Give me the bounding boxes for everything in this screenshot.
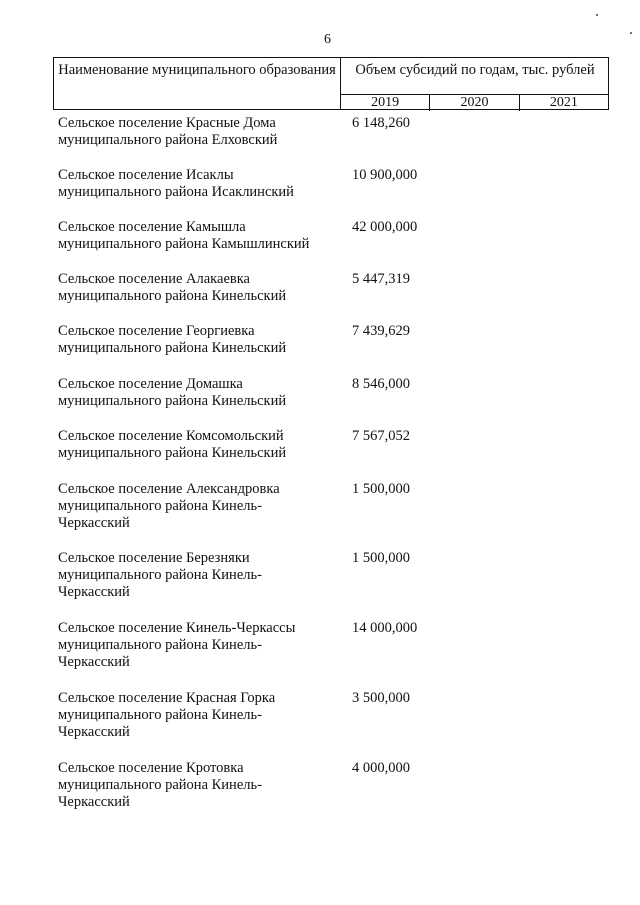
entry-value-2019: 7 567,052: [352, 428, 410, 444]
entry-name-line: муниципального района Кинельский: [58, 445, 287, 461]
entry-value-2019: 42 000,000: [352, 219, 418, 235]
entry-name: [58, 271, 333, 305]
entry-name-line: Сельское поселение Камышла: [58, 219, 246, 235]
entry-value-2019: 1 500,000: [352, 481, 410, 497]
year-header-2020: 2020: [429, 95, 518, 111]
entry-name-line: Черкасский: [58, 515, 130, 531]
entry-name-line: муниципального района Кинель-: [58, 637, 262, 653]
entry-value-2019: 14 000,000: [352, 620, 418, 636]
entry-name-line: муниципального района Кинельский: [58, 288, 287, 304]
entry-value-2019: 4 000,000: [352, 760, 410, 776]
page-number: 6: [324, 32, 331, 47]
entry-name-line: Сельское поселение Красная Горка: [58, 690, 276, 706]
entry-name: [58, 219, 333, 253]
column-header-subsidy: Объем субсидий по годам, тыс. рублей: [355, 62, 595, 78]
entry-value-2019: 1 500,000: [352, 550, 410, 566]
entry-name: [58, 550, 333, 601]
entry-name-line: Черкасский: [58, 584, 130, 600]
entry-name: [58, 115, 333, 149]
entry-name-line: Сельское поселение Александровка: [58, 481, 280, 497]
entry-name-line: Сельское поселение Комсомольский: [58, 428, 284, 444]
entry-name-line: муниципального района Кинельский: [58, 340, 287, 356]
entry-name: [58, 690, 333, 741]
entry-name-line: муниципального района Кинель-: [58, 707, 262, 723]
entry-name-line: муниципального района Исаклинский: [58, 184, 294, 200]
scan-speck: [596, 14, 598, 16]
entry-value-2019: 8 546,000: [352, 376, 410, 392]
entry-value-2019: 6 148,260: [352, 115, 410, 131]
entry-name-line: муниципального района Камышлинский: [58, 236, 310, 252]
table-header: [53, 57, 609, 110]
entry-name-line: Сельское поселение Кинель-Черкассы: [58, 620, 296, 636]
entry-name-line: муниципального района Кинель-: [58, 567, 262, 583]
column-header-name: Наименование муниципального образования: [58, 62, 336, 78]
entry-name-line: муниципального района Кинельский: [58, 393, 287, 409]
entry-name-line: Черкасский: [58, 794, 130, 810]
entry-name-line: Сельское поселение Исаклы: [58, 167, 234, 183]
entry-name-line: муниципального района Кинель-: [58, 498, 262, 514]
entry-name-line: Черкасский: [58, 654, 130, 670]
entry-name: [58, 428, 333, 462]
scan-speck: [630, 32, 632, 34]
entry-value-2019: 5 447,319: [352, 271, 410, 287]
year-header-row: [341, 94, 608, 111]
entry-name: [58, 620, 333, 671]
entry-name-line: муниципального района Елховский: [58, 132, 278, 148]
entry-name: [58, 323, 333, 357]
entry-name-line: Сельское поселение Березняки: [58, 550, 250, 566]
entry-name-line: Черкасский: [58, 724, 130, 740]
entry-name-line: Сельское поселение Домашка: [58, 376, 243, 392]
entry-name-line: Сельское поселение Красные Дома: [58, 115, 276, 131]
entry-value-2019: 7 439,629: [352, 323, 410, 339]
entry-name-line: Сельское поселение Кротовка: [58, 760, 244, 776]
entry-name: [58, 760, 333, 811]
entry-name: [58, 167, 333, 201]
entry-name-line: Сельское поселение Георгиевка: [58, 323, 255, 339]
entry-name-line: муниципального района Кинель-: [58, 777, 262, 793]
entry-name: [58, 481, 333, 532]
year-header-2019: 2019: [371, 95, 400, 110]
entry-value-2019: 3 500,000: [352, 690, 410, 706]
entry-value-2019: 10 900,000: [352, 167, 418, 183]
entry-name: [58, 376, 333, 410]
year-header-2021: 2021: [519, 95, 608, 111]
entry-name-line: Сельское поселение Алакаевка: [58, 271, 250, 287]
